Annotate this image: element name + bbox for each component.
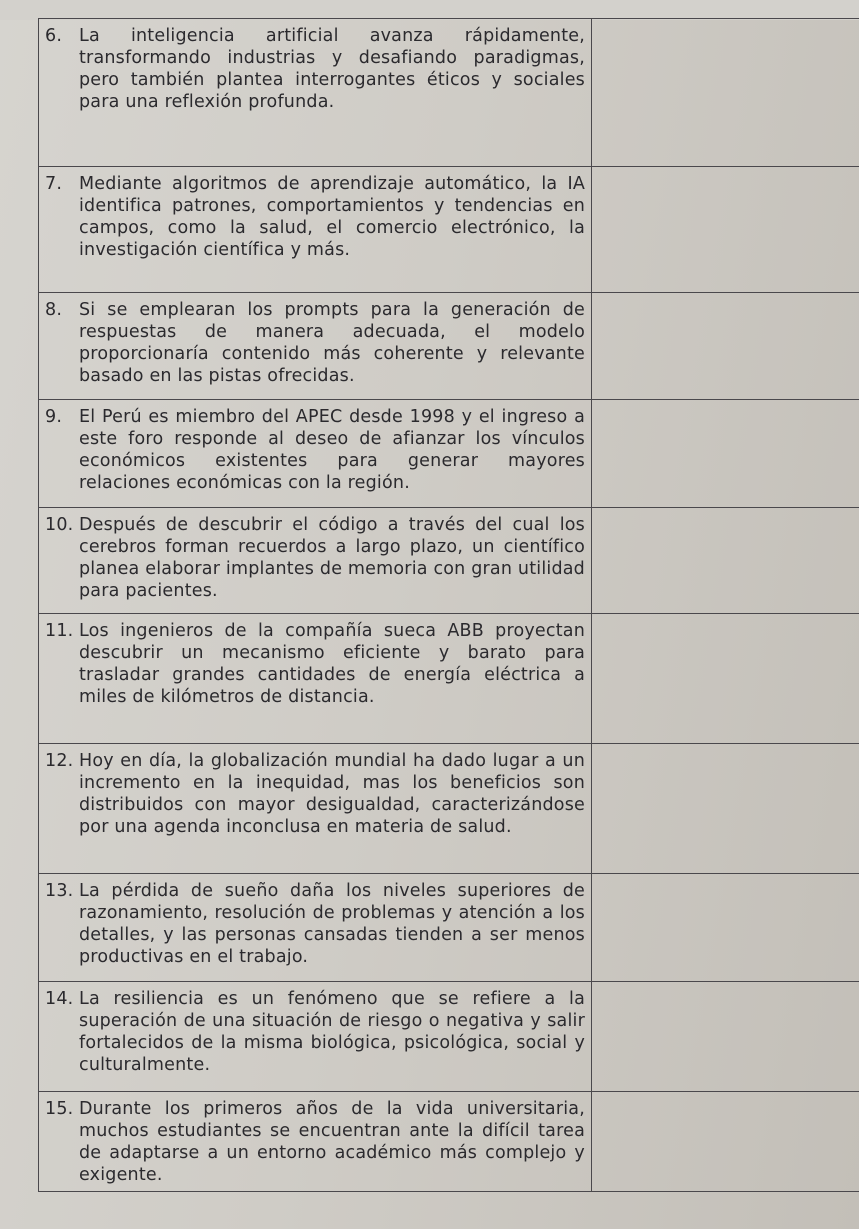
statements-table — [38, 18, 859, 1192]
statement-text: Después de descubrir el código a través del cual los cerebros forman recuerdos a largo plazo, un científico planea elaborar implantes de memoria con gran utilidad para pacientes. — [79, 515, 585, 601]
statement-number: 11. — [45, 621, 74, 641]
table-row — [39, 167, 859, 293]
statement-number: 6. — [45, 26, 63, 46]
statement-text: Mediante algoritmos de aprendizaje automático, la IA identifica patrones, comportamientos y tendencias en campos, como la salud, el comercio electrónico, la investigación científica y más. — [79, 174, 585, 260]
statement-cell — [39, 400, 592, 508]
statement-item — [45, 25, 585, 113]
statement-item — [45, 299, 585, 387]
table-row — [39, 744, 859, 874]
statement-text: El Perú es miembro del APEC desde 1998 y el ingreso a este foro responde al deseo de afianzar los vínculos económicos existentes para generar mayores relaciones económicas con la región. — [79, 407, 585, 493]
answer-cell[interactable] — [592, 19, 859, 167]
answer-cell[interactable] — [592, 982, 859, 1092]
statement-item — [45, 406, 585, 494]
statement-cell — [39, 167, 592, 293]
statement-cell — [39, 874, 592, 982]
table-row — [39, 614, 859, 744]
statement-text: Durante los primeros años de la vida universitaria, muchos estudiantes se encuentran ante la difícil tarea de adaptarse a un entorno académico más complejo y exigente. — [79, 1099, 585, 1185]
statement-cell — [39, 508, 592, 614]
statement-number: 13. — [45, 881, 74, 901]
statement-text: La pérdida de sueño daña los niveles superiores de razonamiento, resolución de problemas y atención a los detalles, y las personas cansadas tienden a ser menos productivas en el trabajo. — [79, 881, 585, 967]
statement-text: Hoy en día, la globalización mundial ha dado lugar a un incremento en la inequidad, mas los beneficios son distribuidos con mayor desigualdad, caracterizándose por una agenda inconclusa en materia de salud. — [79, 751, 585, 837]
statement-cell — [39, 1092, 592, 1192]
table-row — [39, 874, 859, 982]
answer-cell[interactable] — [592, 614, 859, 744]
statement-item — [45, 750, 585, 838]
answer-cell[interactable] — [592, 167, 859, 293]
statement-cell — [39, 744, 592, 874]
statement-text: Los ingenieros de la compañía sueca ABB proyectan descubrir un mecanismo eficiente y barato para trasladar grandes cantidades de energía eléctrica a miles de kilómetros de distancia. — [79, 621, 585, 707]
statement-cell — [39, 982, 592, 1092]
statement-item — [45, 514, 585, 602]
statement-number: 10. — [45, 515, 74, 535]
statement-item — [45, 880, 585, 968]
answer-cell[interactable] — [592, 508, 859, 614]
statement-number: 15. — [45, 1099, 74, 1119]
table-row — [39, 293, 859, 400]
statement-number: 9. — [45, 407, 63, 427]
statement-cell — [39, 293, 592, 400]
table-row — [39, 508, 859, 614]
answer-cell[interactable] — [592, 874, 859, 982]
statement-number: 7. — [45, 174, 63, 194]
answer-cell[interactable] — [592, 400, 859, 508]
worksheet-table-container — [38, 18, 848, 1210]
statement-text: La inteligencia artificial avanza rápidamente, transformando industrias y desafiando paradigmas, pero también plantea interrogantes éticos y sociales para una reflexión profunda. — [79, 26, 585, 112]
statement-cell — [39, 19, 592, 167]
answer-cell[interactable] — [592, 293, 859, 400]
table-row — [39, 1092, 859, 1192]
statement-text: Si se emplearan los prompts para la generación de respuestas de manera adecuada, el modelo proporcionaría contenido más coherente y relevante basado en las pistas ofrecidas. — [79, 300, 585, 386]
statement-text: La resiliencia es un fenómeno que se refiere a la superación de una situación de riesgo o negativa y salir fortalecidos de la misma biológica, psicológica, social y culturalmente. — [79, 989, 585, 1075]
statement-number: 14. — [45, 989, 74, 1009]
statement-item — [45, 1098, 585, 1186]
statement-number: 8. — [45, 300, 63, 320]
answer-cell[interactable] — [592, 744, 859, 874]
statement-item — [45, 173, 585, 261]
table-row — [39, 400, 859, 508]
statement-number: 12. — [45, 751, 74, 771]
table-row — [39, 19, 859, 167]
top-margin — [0, 0, 859, 20]
table-row — [39, 982, 859, 1092]
answer-cell[interactable] — [592, 1092, 859, 1192]
statement-item — [45, 988, 585, 1076]
statement-item — [45, 620, 585, 708]
statement-cell — [39, 614, 592, 744]
